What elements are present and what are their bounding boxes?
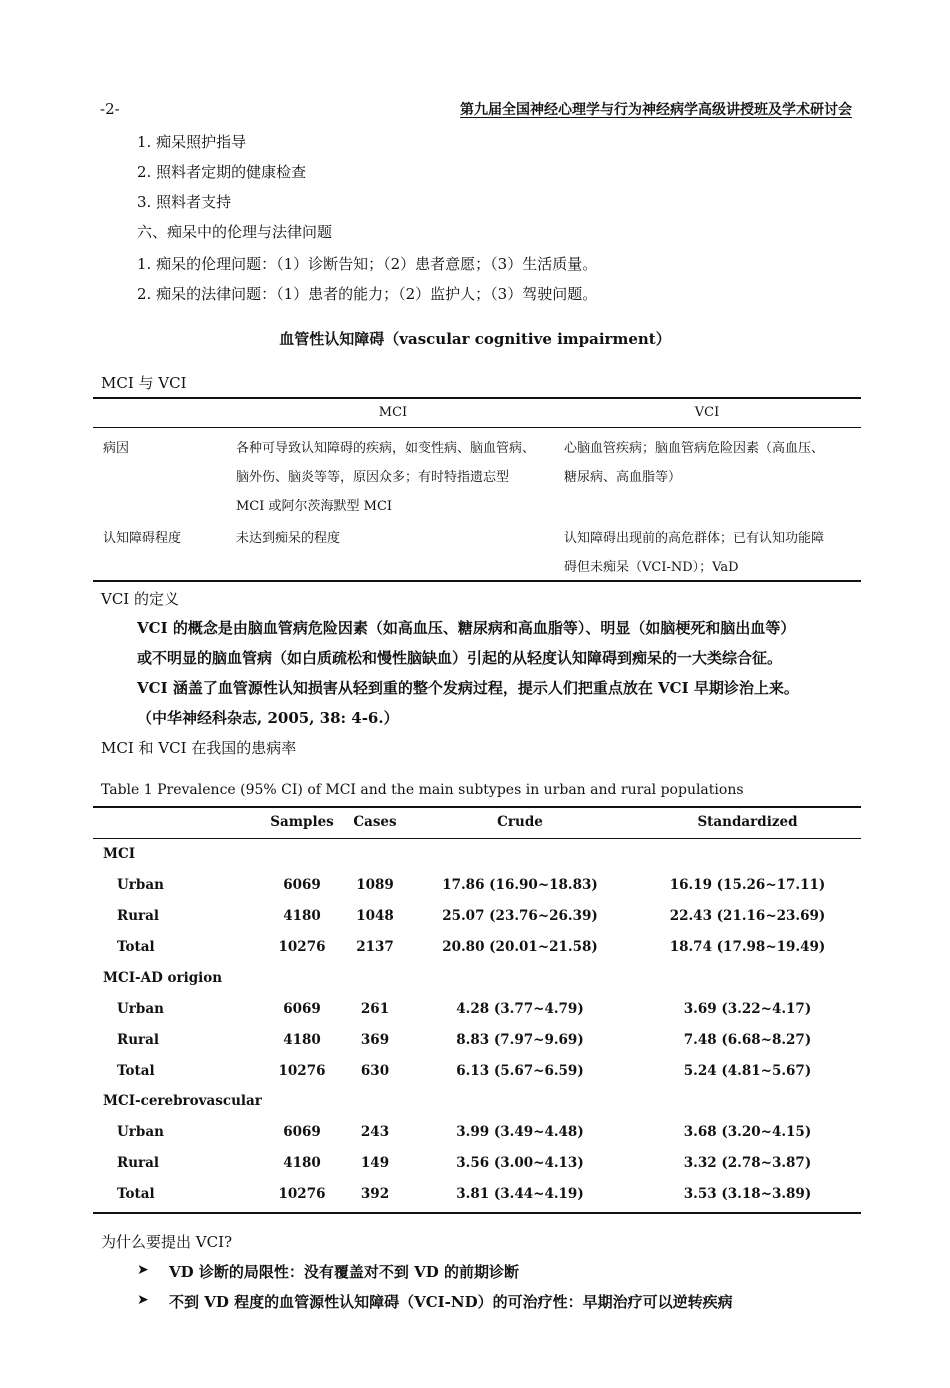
definition-title: VCI 的定义 bbox=[101, 590, 180, 608]
cell-standardized: 3.68 (3.20~4.15) bbox=[683, 1124, 812, 1140]
paragraph-line: 或不明显的脑血管病（如白质疏松和慢性脑缺血）引起的从轻度认知障碍到痴呆的一大类综合征。 bbox=[137, 649, 783, 667]
cell-crude: 25.07 (23.76~26.39) bbox=[442, 908, 598, 924]
cell-crude: 6.13 (5.67~6.59) bbox=[456, 1063, 584, 1079]
table-rule bbox=[93, 838, 861, 839]
comparison-caption: MCI 与 VCI bbox=[101, 374, 187, 392]
cell-samples: 4180 bbox=[283, 1155, 321, 1171]
row-label: Urban bbox=[117, 1001, 164, 1017]
group-label: MCI bbox=[103, 846, 136, 862]
cell-cases: 392 bbox=[360, 1186, 390, 1202]
table-rule bbox=[93, 806, 861, 808]
cell-standardized: 22.43 (21.16~23.69) bbox=[669, 908, 826, 924]
column-header-mci: MCI bbox=[378, 405, 408, 420]
cell-cases: 149 bbox=[360, 1155, 390, 1171]
cell-text: 糖尿病、高血脂等） bbox=[564, 470, 682, 485]
cell-text: 脑外伤、脑炎等等，原因众多；有时特指遗忘型 bbox=[236, 470, 510, 485]
list-item: 1. 痴呆的伦理问题：（1）诊断告知；（2）患者意愿；（3）生活质量。 bbox=[137, 255, 598, 273]
cell-cases: 243 bbox=[360, 1124, 390, 1140]
column-header-crude: Crude bbox=[497, 814, 543, 830]
table-rule bbox=[93, 427, 861, 428]
row-label: Rural bbox=[117, 1155, 160, 1171]
cell-crude: 3.81 (3.44~4.19) bbox=[456, 1186, 584, 1202]
list-item: 1. 痴呆照护指导 bbox=[137, 133, 247, 151]
cell-text: MCI 或阿尔茨海默型 MCI bbox=[236, 499, 393, 514]
table-rule bbox=[93, 1212, 861, 1214]
cell-standardized: 18.74 (17.98~19.49) bbox=[669, 939, 826, 955]
cell-samples: 4180 bbox=[283, 908, 321, 924]
bullet-text: VD 诊断的局限性：没有覆盖对不到 VD 的前期诊断 bbox=[169, 1263, 519, 1281]
cell-standardized: 7.48 (6.68~8.27) bbox=[683, 1032, 812, 1048]
row-label-severity: 认知障碍程度 bbox=[103, 531, 182, 546]
cell-samples: 6069 bbox=[283, 877, 321, 893]
cell-text: 碍但未痴呆（VCI-ND）；VaD bbox=[564, 560, 739, 575]
list-item: 3. 照料者支持 bbox=[137, 193, 232, 211]
running-head: 第九届全国神经心理学与行为神经病学高级讲授班及学术研讨会 bbox=[460, 102, 852, 118]
paragraph-line: VCI 的概念是由脑血管病危险因素（如高血压、糖尿病和高血脂等）、明显（如脑梗死和脑出血等） bbox=[137, 619, 796, 637]
row-label: Rural bbox=[117, 1032, 160, 1048]
list-item: 2. 照料者定期的健康检查 bbox=[137, 163, 307, 181]
cell-cases: 2137 bbox=[356, 939, 394, 955]
section-heading: 血管性认知障碍（vascular cognitive impairment） bbox=[279, 330, 671, 348]
cell-samples: 10276 bbox=[278, 1186, 326, 1202]
cell-samples: 10276 bbox=[278, 1063, 326, 1079]
cell-standardized: 3.69 (3.22~4.17) bbox=[683, 1001, 812, 1017]
bullet-arrow-icon: ➤ bbox=[137, 1292, 149, 1308]
cell-cases: 1048 bbox=[356, 908, 394, 924]
cell-cases: 369 bbox=[360, 1032, 390, 1048]
cell-text: 认知障碍出现前的高危群体；已有认知功能障 bbox=[564, 531, 825, 546]
row-label-cause: 病因 bbox=[103, 441, 130, 456]
group-label: MCI-AD origion bbox=[103, 970, 223, 986]
cell-cases: 630 bbox=[360, 1063, 390, 1079]
cell-crude: 4.28 (3.77~4.79) bbox=[456, 1001, 584, 1017]
list-item: 2. 痴呆的法律问题：（1）患者的能力；（2）监护人；（3）驾驶问题。 bbox=[137, 285, 598, 303]
cell-standardized: 5.24 (4.81~5.67) bbox=[683, 1063, 812, 1079]
prevalence-title: MCI 和 VCI 在我国的患病率 bbox=[101, 739, 297, 757]
cell-crude: 8.83 (7.97~9.69) bbox=[456, 1032, 584, 1048]
cell-samples: 4180 bbox=[283, 1032, 321, 1048]
bullet-text: 不到 VD 程度的血管源性认知障碍（VCI-ND）的可治疗性：早期治疗可以逆转疾病 bbox=[169, 1293, 733, 1311]
paragraph-line: VCI 涵盖了血管源性认知损害从轻到重的整个发病过程，提示人们把重点放在 VCI 早期诊治上来。 bbox=[137, 679, 799, 697]
row-label: Total bbox=[117, 1063, 155, 1079]
cell-crude: 3.56 (3.00~4.13) bbox=[456, 1155, 584, 1171]
column-header-cases: Cases bbox=[353, 814, 397, 830]
cell-text: 心脑血管疾病；脑血管病危险因素（高血压、 bbox=[564, 441, 825, 456]
row-label: Total bbox=[117, 1186, 155, 1202]
cell-standardized: 16.19 (15.26~17.11) bbox=[669, 877, 826, 893]
column-header-standardized: Standardized bbox=[697, 814, 798, 830]
row-label: Urban bbox=[117, 1124, 164, 1140]
row-label: Urban bbox=[117, 877, 164, 893]
cell-text: 未达到痴呆的程度 bbox=[236, 531, 341, 546]
row-label: Total bbox=[117, 939, 155, 955]
citation: （中华神经科杂志, 2005, 38: 4-6.） bbox=[137, 709, 399, 727]
table-rule bbox=[93, 580, 861, 582]
bullet-arrow-icon: ➤ bbox=[137, 1262, 149, 1278]
column-header-samples: Samples bbox=[270, 814, 334, 830]
group-label: MCI-cerebrovascular bbox=[103, 1093, 262, 1109]
cell-crude: 17.86 (16.90~18.83) bbox=[442, 877, 598, 893]
why-title: 为什么要提出 VCI? bbox=[101, 1233, 233, 1251]
cell-cases: 261 bbox=[360, 1001, 390, 1017]
cell-crude: 3.99 (3.49~4.48) bbox=[456, 1124, 584, 1140]
column-header-vci: VCI bbox=[694, 405, 720, 420]
row-label: Rural bbox=[117, 908, 160, 924]
table1-caption: Table 1 Prevalence (95% CI) of MCI and the main subtypes in urban and rural populations bbox=[101, 782, 744, 798]
cell-samples: 6069 bbox=[283, 1001, 321, 1017]
cell-crude: 20.80 (20.01~21.58) bbox=[442, 939, 598, 955]
cell-samples: 6069 bbox=[283, 1124, 321, 1140]
cell-standardized: 3.32 (2.78~3.87) bbox=[683, 1155, 812, 1171]
cell-samples: 10276 bbox=[278, 939, 326, 955]
ethics-title: 六、痴呆中的伦理与法律问题 bbox=[137, 223, 333, 241]
page-number: -2- bbox=[100, 100, 120, 118]
cell-cases: 1089 bbox=[356, 877, 394, 893]
table-rule bbox=[93, 397, 861, 399]
cell-text: 各种可导致认知障碍的疾病，如变性病、脑血管病、 bbox=[236, 441, 536, 456]
cell-standardized: 3.53 (3.18~3.89) bbox=[683, 1186, 812, 1202]
